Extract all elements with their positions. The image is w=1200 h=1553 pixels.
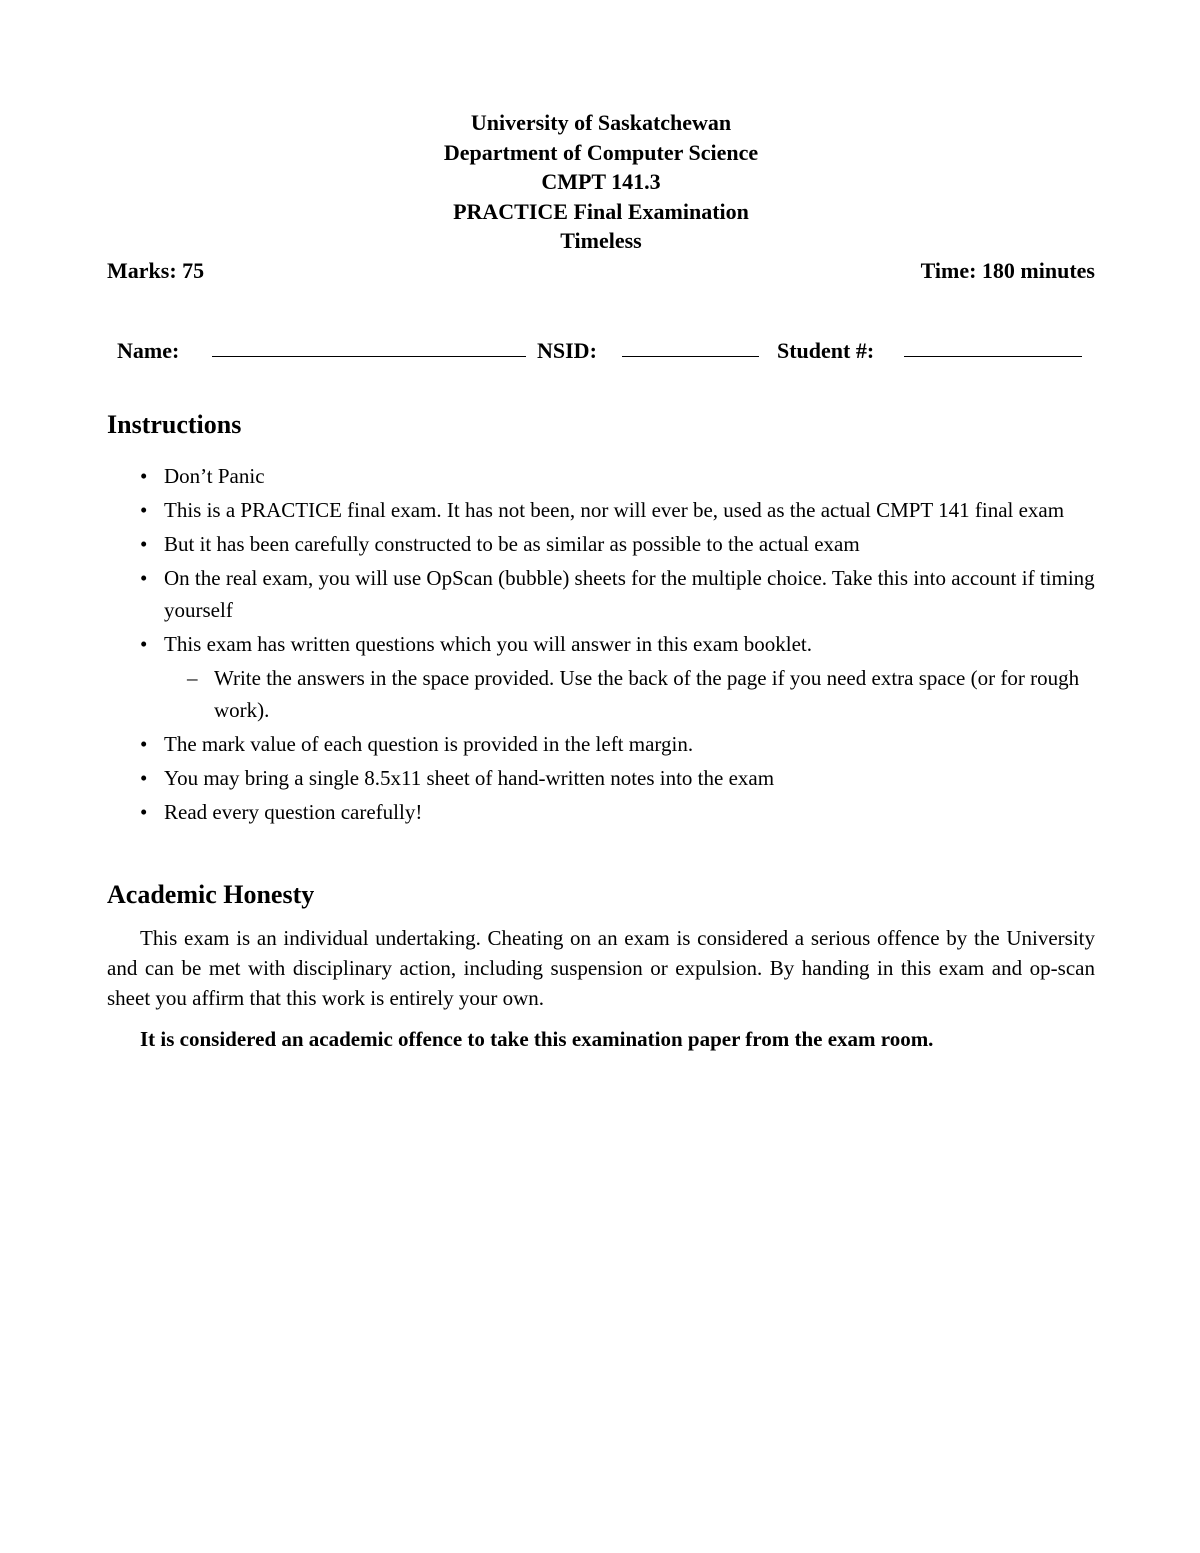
bullet-icon: • bbox=[140, 766, 148, 790]
list-item bbox=[107, 628, 1095, 660]
bullet-icon: • bbox=[140, 632, 148, 656]
instructions-heading: Instructions bbox=[107, 410, 242, 439]
bullet-icon: • bbox=[140, 732, 148, 756]
student-id-row bbox=[117, 338, 1095, 364]
nsid-label: NSID: bbox=[537, 338, 597, 363]
department-name: Department of Computer Science bbox=[443, 140, 759, 165]
dash-icon: – bbox=[187, 666, 198, 690]
instruction-text: The mark value of each question is provided in the left margin. bbox=[164, 732, 694, 756]
instruction-text: But it has been carefully constructed to be as similar as possible to the actual exam bbox=[164, 532, 860, 556]
name-blank-line[interactable] bbox=[212, 356, 526, 357]
list-item bbox=[107, 562, 1095, 626]
marks-label: Marks: 75 bbox=[107, 258, 205, 283]
university-name: University of Saskatchewan bbox=[470, 110, 732, 135]
bullet-icon: • bbox=[140, 498, 148, 522]
academic-offence-notice: It is considered an academic offence to take this examination paper from the exam room. bbox=[140, 1027, 934, 1051]
course-code: CMPT 141.3 bbox=[541, 169, 661, 194]
instruction-text: Write the answers in the space provided. Use the back of the page if you need extra space (or for rough work). bbox=[214, 666, 1080, 722]
student-number-blank-line[interactable] bbox=[904, 356, 1082, 357]
student-number-label: Student #: bbox=[777, 338, 875, 363]
academic-honesty-heading: Academic Honesty bbox=[107, 880, 315, 909]
nsid-blank-line[interactable] bbox=[622, 356, 759, 357]
bullet-icon: • bbox=[140, 566, 148, 590]
list-item bbox=[107, 762, 1095, 794]
name-label: Name: bbox=[117, 338, 180, 363]
list-item bbox=[107, 728, 1095, 760]
time-label: Time: 180 minutes bbox=[920, 258, 1095, 283]
instruction-text: Read every question carefully! bbox=[164, 800, 423, 824]
academic-honesty-paragraph: This exam is an individual undertaking. Cheating on an exam is considered a serious offence by the University and can be met with disciplinary action, including suspension or expulsion. By handing in this exam and op-scan sheet you affirm that this work is entirely your own. bbox=[107, 926, 1095, 1010]
exam-title: PRACTICE Final Examination bbox=[453, 199, 749, 224]
instruction-text: Don’t Panic bbox=[164, 464, 265, 488]
list-item bbox=[107, 460, 1095, 492]
bullet-icon: • bbox=[140, 532, 148, 556]
sub-list-item bbox=[107, 662, 1095, 726]
instruction-text: This exam has written questions which you will answer in this exam booklet. bbox=[164, 632, 812, 656]
instructions-list bbox=[107, 460, 1095, 830]
bullet-icon: • bbox=[140, 800, 148, 824]
list-item bbox=[107, 796, 1095, 828]
instruction-text: On the real exam, you will use OpScan (bubble) sheets for the multiple choice. Take this into account if timing yourself bbox=[164, 566, 1095, 622]
instruction-text: This is a PRACTICE final exam. It has not been, nor will ever be, used as the actual CMPT 141 final exam bbox=[164, 498, 1065, 522]
list-item bbox=[107, 528, 1095, 560]
instruction-text: You may bring a single 8.5x11 sheet of hand-written notes into the exam bbox=[164, 766, 775, 790]
list-item bbox=[107, 494, 1095, 526]
exam-date: Timeless bbox=[560, 228, 642, 253]
bullet-icon: • bbox=[140, 464, 148, 488]
